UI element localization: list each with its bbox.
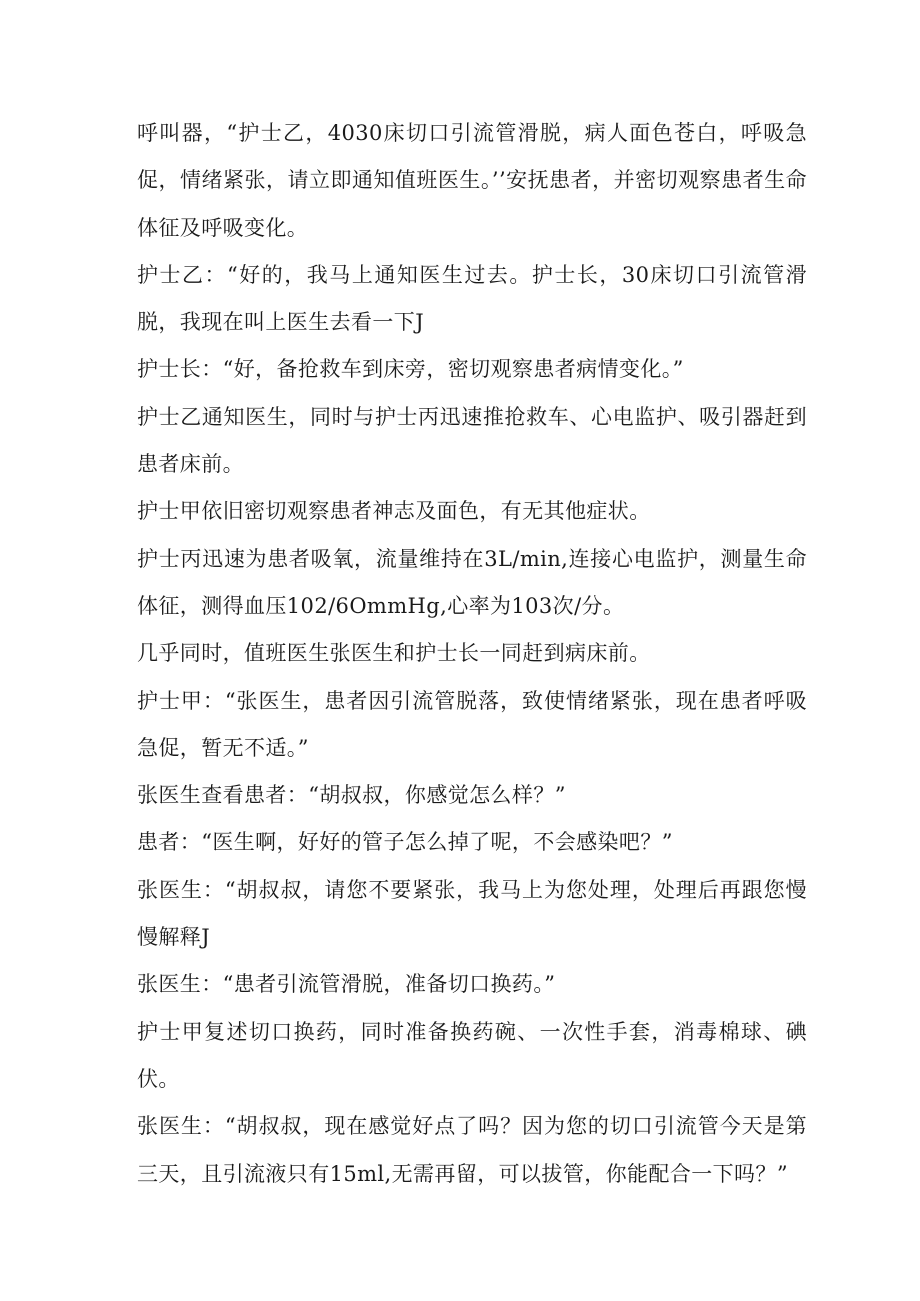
paragraph: 张医生：“患者引流管滑脱，准备切口换药。”	[137, 972, 556, 997]
paragraph: 护士甲依旧密切观察患者神志及面色，有无其他症状。	[137, 499, 651, 524]
paragraph: 张医生：“胡叔叔，现在感觉好点了吗？因为您的切口引流管今天是第三天，且引流液只有15ml,无需再留，可以拔管，你能配合一下吗？”	[137, 1114, 807, 1186]
paragraph: 护士乙通知医生，同时与护士丙迅速推抢救车、心电监护、吸引器赶到患者床前。	[137, 404, 807, 477]
paragraph: 护士丙迅速为患者吸氧，流量维持在3L/min,连接心电监护，测量生命体征，测得血压102/6OmmHg,心率为103次/分。	[137, 546, 807, 618]
paragraph: 呼叫器，“护士乙，4030床切口引流管滑脱，病人面色苍白，呼吸急促，情绪紧张，请立即通知值班医生。’’安抚患者，并密切观察患者生命体征及呼吸变化。	[137, 121, 807, 240]
paragraph: 张医生查看患者：“胡叔叔，你感觉怎么样？”	[137, 783, 566, 808]
paragraph: 护士乙：“好的，我马上通知医生过去。护士长，30床切口引流管滑脱，我现在叫上医生去看一下J	[137, 262, 807, 335]
paragraph: 护士甲：“张医生，患者因引流管脱落，致使情绪紧张，现在患者呼吸急促，暂无不适。”	[137, 688, 807, 760]
paragraph: 护士长：“好，备抢救车到床旁，密切观察患者病情变化。”	[137, 357, 684, 382]
paragraph: 几乎同时，值班医生张医生和护士长一同赶到病床前。	[137, 641, 651, 666]
document-body	[137, 110, 807, 1198]
paragraph: 护士甲复述切口换药，同时准备换药碗、一次性手套，消毒棉球、碘伏。	[137, 1019, 807, 1091]
paragraph: 患者：“医生啊，好好的管子怎么掉了呢，不会感染吧？”	[137, 830, 673, 855]
paragraph: 张医生：“胡叔叔，请您不要紧张，我马上为您处理，处理后再跟您慢慢解释J	[137, 877, 807, 950]
